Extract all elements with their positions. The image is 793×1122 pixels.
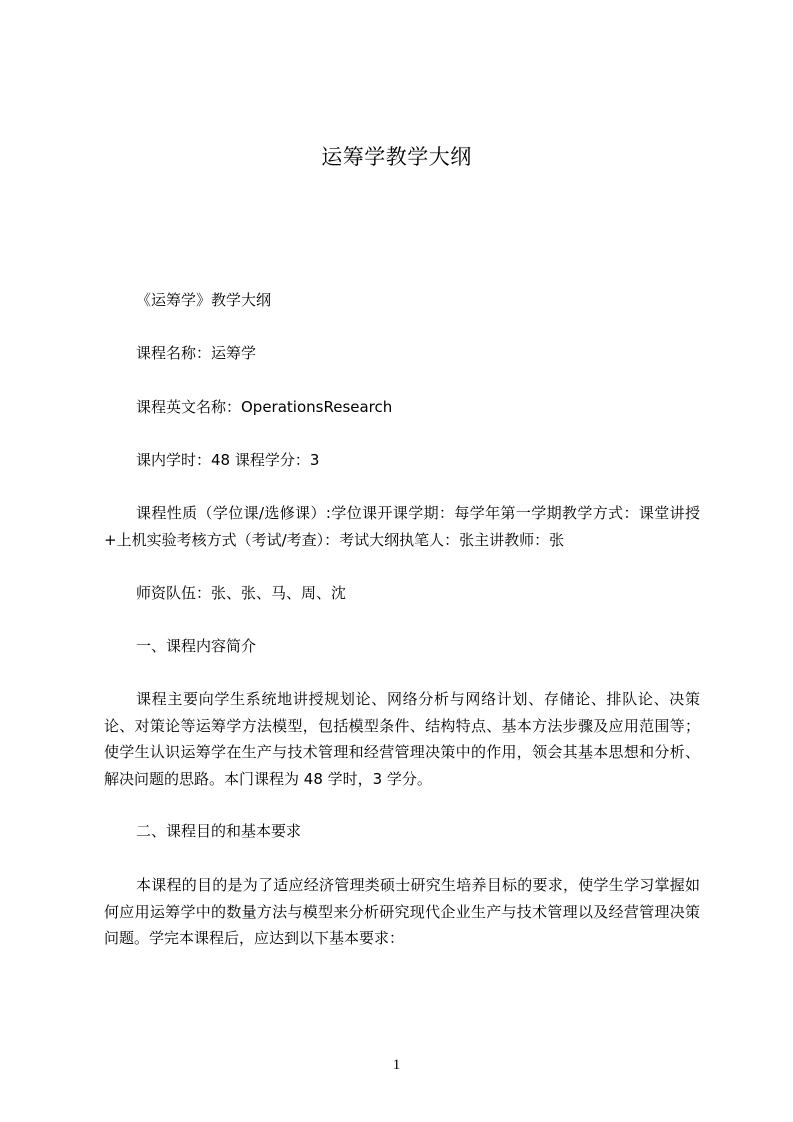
section-heading-course-intro: 一、课程内容简介	[136, 637, 257, 655]
paragraph-outline-heading: 《运筹学》教学大纲	[136, 291, 272, 309]
paragraph-course-intro: 课程主要向学生系统地讲授规划论、网络分析与网络计划、存储论、排队论、决策论、对策论等运筹学方法模型，包括模型条件、结构特点、基本方法步骤及应用范围等；使学生认识运筹学在生产与技术管理和经营管理决策中的作用，领会其基本思想和分析、解决问题的思路。本门课程为 48 学时，3 学分。	[104, 690, 700, 788]
paragraph-course-name: 课程名称：运筹学	[136, 344, 257, 362]
document-title: 运筹学教学大纲	[321, 145, 472, 169]
paragraph-course-nature: 课程性质（学位课/选修课）:学位课开课学期：每学年第一学期教学方式：课堂讲授+上机实验考核方式（考试/考查）：考试大纲执笔人：张主讲教师：张	[104, 504, 700, 549]
paragraph-hours-credits: 课内学时：48 课程学分：3	[136, 451, 320, 469]
paragraph-course-goals: 本课程的目的是为了适应经济管理类硕士研究生培养目标的要求，使学生学习掌握如何应用运筹学中的数量方法与模型来分析研究现代企业生产与技术管理以及经营管理决策问题。学完本课程后，应达到以下基本要求：	[104, 876, 700, 947]
paragraph-faculty: 师资队伍：张、张、马、周、沈	[136, 584, 347, 602]
page-number: 1	[392, 1057, 401, 1073]
section-heading-course-goals: 二、课程目的和基本要求	[136, 822, 302, 840]
paragraph-course-english-name: 课程英文名称：OperationsResearch	[136, 398, 393, 416]
